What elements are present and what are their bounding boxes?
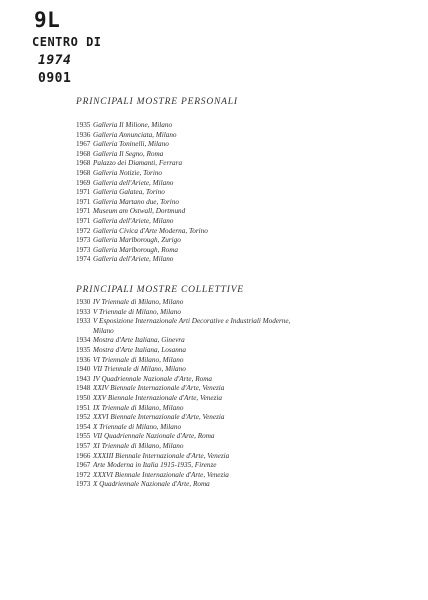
- list-item-event: XXIV Biennale Internazionale d'Arte, Venezia: [93, 384, 225, 393]
- handwritten-publisher: CENTRO DI: [32, 35, 102, 49]
- list-item-year: 1943: [76, 374, 91, 383]
- list-item-year: 1968: [76, 168, 91, 177]
- list-item-event: XXV Biennale Internazionale d'Arte, Venezia: [93, 393, 222, 402]
- list-item-year: 1933: [76, 317, 91, 326]
- list-item-year: 1973: [76, 245, 91, 254]
- list-item-year: 1933: [76, 307, 91, 316]
- list-item-continuation: Milano: [93, 326, 114, 335]
- list-item-year: 1968: [76, 149, 91, 158]
- list-item-year: 1971: [76, 197, 91, 206]
- list-item-event: IX Triennale di Milano, Milano: [93, 403, 184, 412]
- list-item: [76, 227, 406, 237]
- list-item-event: V Triennale di Milano, Milano: [93, 307, 181, 316]
- list-item: [76, 188, 406, 198]
- list-item: [76, 140, 406, 150]
- list-item-year: 1971: [76, 216, 91, 225]
- list-item: [76, 413, 406, 423]
- list-item-event: Galleria Marlborough, Roma: [93, 245, 178, 254]
- list-item-event: Galleria dell'Ariete, Milano: [93, 178, 174, 187]
- list-item: [76, 384, 406, 394]
- list-item: [76, 356, 406, 366]
- list-item-year: 1952: [76, 413, 91, 422]
- list-item: [76, 298, 406, 308]
- list-item: [76, 461, 406, 471]
- list-item-year: 1935: [76, 345, 91, 354]
- list-item-event: Galleria Martano due, Torino: [93, 197, 179, 206]
- list-item: [76, 404, 406, 414]
- list-item-event: V Esposizione Internazionale Arti Decorative e Industriali Moderne,: [93, 317, 291, 326]
- list-item-event: X Quadriennale Nazionale d'Arte, Roma: [93, 480, 210, 489]
- list-item-event: IV Quadriennale Nazionale d'Arte, Roma: [93, 374, 212, 383]
- list-item-event: Galleria dell'Ariete, Milano: [93, 216, 174, 225]
- list-item-event: VI Triennale di Milano, Milano: [93, 355, 184, 364]
- list-item: [76, 432, 406, 442]
- list-item-event: Mostra d'Arte Italiana, Ginevra: [93, 336, 185, 345]
- list-item: [76, 131, 406, 141]
- list-item: [76, 308, 406, 318]
- list-item-event: XXXIII Biennale Internazionale d'Arte, Venezia: [93, 451, 230, 460]
- list-item: [76, 375, 406, 385]
- list-item: [76, 480, 406, 490]
- list-item-event: Galleria Toninelli, Milano: [93, 140, 169, 149]
- list-item-event: Galleria Notizie, Torino: [93, 168, 163, 177]
- list-item-year: 1973: [76, 480, 91, 489]
- list-item-year: 1967: [76, 140, 91, 149]
- list-item: [76, 452, 406, 462]
- list-item-event: Galleria Annunciata, Milano: [93, 130, 177, 139]
- list-item-event: X Triennale di Milano, Milano: [93, 422, 182, 431]
- list-item-year: 1934: [76, 336, 91, 345]
- list-item-event: Mostra d'Arte Italiana, Losanna: [93, 345, 186, 354]
- list-item: [76, 365, 406, 375]
- list-item-year: 1972: [76, 226, 91, 235]
- list-item: [76, 169, 406, 179]
- list-item: [76, 336, 406, 346]
- list-item: [76, 423, 406, 433]
- list-item-event: Galleria Marlborough, Zurigo: [93, 236, 181, 245]
- list-item-year: 1930: [76, 298, 91, 306]
- list-item-event: XI Triennale di Milano, Milano: [93, 441, 184, 450]
- section-title-personal-exhibitions: PRINCIPALI MOSTRE PERSONALI: [76, 97, 238, 107]
- list-item: [76, 317, 406, 327]
- list-item-event: Galleria Galatea, Torino: [93, 188, 165, 197]
- list-item-event: Galleria Il Segno, Roma: [93, 149, 164, 158]
- list-item-year: 1957: [76, 441, 91, 450]
- list-item: [76, 198, 406, 208]
- list-item-event: IV Triennale di Milano, Milano: [93, 298, 184, 306]
- list-item: [76, 246, 406, 256]
- list-item-event: Palazzo dei Diamanti, Ferrara: [93, 159, 183, 168]
- list-item-event: Museum am Ostwall, Dortmund: [93, 207, 186, 216]
- list-item-year: 1935: [76, 121, 91, 129]
- handwritten-number: 0901: [38, 71, 72, 86]
- section-title-group-exhibitions: PRINCIPALI MOSTRE COLLETTIVE: [76, 285, 244, 295]
- list-item-event: Galleria Civica d'Arte Moderna, Torino: [93, 226, 208, 235]
- list-item: [76, 217, 406, 227]
- list-item-event: Galleria dell'Ariete, Milano: [93, 255, 174, 264]
- list-item-year: 1936: [76, 355, 91, 364]
- list-item-year: 1969: [76, 178, 91, 187]
- list-item: [76, 159, 406, 169]
- list-item-event: XXVI Biennale Internazionale d'Arte, Venezia: [93, 413, 225, 422]
- list-item-year: 1936: [76, 130, 91, 139]
- list-item: [76, 471, 406, 481]
- list-item-year: 1940: [76, 365, 91, 374]
- list-item-event: Galleria Il Milione, Milano: [93, 121, 173, 129]
- list-item: [76, 442, 406, 452]
- handwritten-year: 1974: [38, 53, 72, 68]
- list-item-year: 1971: [76, 207, 91, 216]
- group-exhibitions-list: [76, 298, 406, 490]
- list-item: [76, 179, 406, 189]
- list-item-year: 1966: [76, 451, 91, 460]
- list-item: [76, 121, 406, 131]
- list-item-year: 1954: [76, 422, 91, 431]
- list-item: [76, 236, 406, 246]
- list-item-event: XXXVI Biennale Internazionale d'Arte, Venezia: [93, 470, 229, 479]
- list-item-year: 1968: [76, 159, 91, 168]
- list-item-year: 1950: [76, 393, 91, 402]
- list-item-year: 1951: [76, 403, 91, 412]
- list-item-year: 1974: [76, 255, 91, 264]
- list-item-event: Arte Moderna in Italia 1915-1935, Firenze: [93, 461, 217, 470]
- list-item-year: 1967: [76, 461, 91, 470]
- list-item: [76, 394, 406, 404]
- list-item-year: 1948: [76, 384, 91, 393]
- list-item-event: VII Quadriennale Nazionale d'Arte, Roma: [93, 432, 215, 441]
- list-item: [76, 150, 406, 160]
- handwritten-code: 9L: [34, 8, 61, 32]
- list-item: [76, 207, 406, 217]
- list-item-year: 1973: [76, 236, 91, 245]
- list-item-event: VII Triennale di Milano, Milano: [93, 365, 186, 374]
- list-item-year: 1972: [76, 470, 91, 479]
- list-item: [76, 255, 406, 265]
- list-item: [76, 346, 406, 356]
- list-item-year: 1955: [76, 432, 91, 441]
- personal-exhibitions-list: [76, 121, 406, 265]
- list-item-year: 1971: [76, 188, 91, 197]
